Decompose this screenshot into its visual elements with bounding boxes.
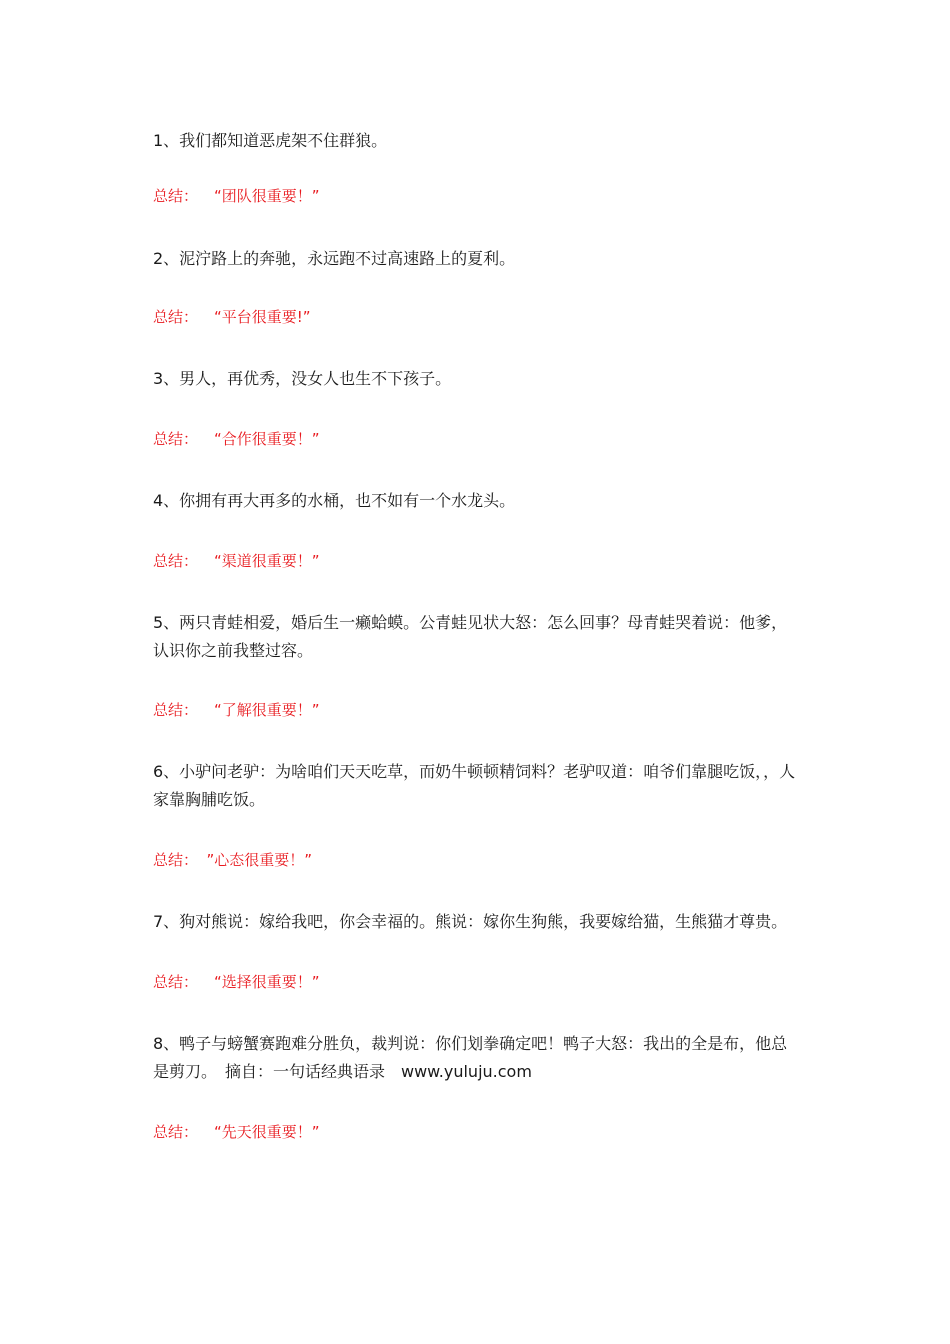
summary-label: 总结： xyxy=(153,187,199,205)
saying-text: 1、我们都知道恶虎架不住群狼。 xyxy=(153,131,388,150)
summary-quote: ”心态很重要！” xyxy=(206,851,313,869)
summary-quote: “渠道很重要！” xyxy=(214,552,320,570)
summary-label: 总结： xyxy=(153,308,199,326)
saying-text: 2、泥泞路上的奔驰，永远跑不过高速路上的夏利。 xyxy=(153,249,516,268)
summary-label: 总结： xyxy=(153,552,199,570)
list-item xyxy=(153,365,798,393)
summary-line xyxy=(153,970,798,994)
summary-quote: “先天很重要！” xyxy=(214,1123,320,1141)
summary-label: 总结： xyxy=(153,973,199,991)
summary-quote: “选择很重要！” xyxy=(214,973,320,991)
summary-line xyxy=(153,698,798,722)
saying-text: 8、鸭子与螃蟹赛跑难分胜负，裁判说：你们划拳确定吧！鸭子大怒：我出的全是布，他总是剪刀。 摘自：一句话经典语录 www.yuluju.com xyxy=(153,1034,788,1081)
list-item xyxy=(153,127,798,155)
saying-text: 7、狗对熊说：嫁给我吧，你会幸福的。熊说：嫁你生狗熊，我要嫁给猫，生熊猫才尊贵。 xyxy=(153,912,788,931)
summary-line xyxy=(153,184,798,208)
summary-quote: “平台很重要!” xyxy=(214,308,311,326)
summary-quote: “合作很重要！” xyxy=(214,430,320,448)
summary-line xyxy=(153,1120,798,1144)
summary-quote: “团队很重要！” xyxy=(214,187,320,205)
document-page xyxy=(153,127,798,1144)
saying-text: 3、男人，再优秀，没女人也生不下孩子。 xyxy=(153,369,452,388)
summary-line xyxy=(153,305,798,329)
saying-text: 6、小驴问老驴：为啥咱们天天吃草，而奶牛顿顿精饲料？老驴叹道：咱爷们靠腿吃饭，，人家靠胸脯吃饭。 xyxy=(153,762,796,809)
list-item xyxy=(153,245,798,273)
list-item xyxy=(153,758,798,814)
summary-label: 总结： xyxy=(153,851,191,869)
list-item xyxy=(153,908,798,936)
saying-text: 5、两只青蛙相爱，婚后生一癞蛤蟆。公青蛙见状大怒：怎么回事？母青蛙哭着说：他爹，认识你之前我整过容。 xyxy=(153,613,788,660)
summary-label: 总结： xyxy=(153,1123,199,1141)
summary-line xyxy=(153,848,798,872)
summary-label: 总结： xyxy=(153,701,199,719)
summary-quote: “了解很重要！” xyxy=(214,701,320,719)
summary-line xyxy=(153,427,798,451)
list-item xyxy=(153,609,798,665)
summary-line xyxy=(153,549,798,573)
summary-label: 总结： xyxy=(153,430,199,448)
list-item xyxy=(153,1030,798,1086)
list-item xyxy=(153,487,798,515)
saying-text: 4、你拥有再大再多的水桶，也不如有一个水龙头。 xyxy=(153,491,516,510)
